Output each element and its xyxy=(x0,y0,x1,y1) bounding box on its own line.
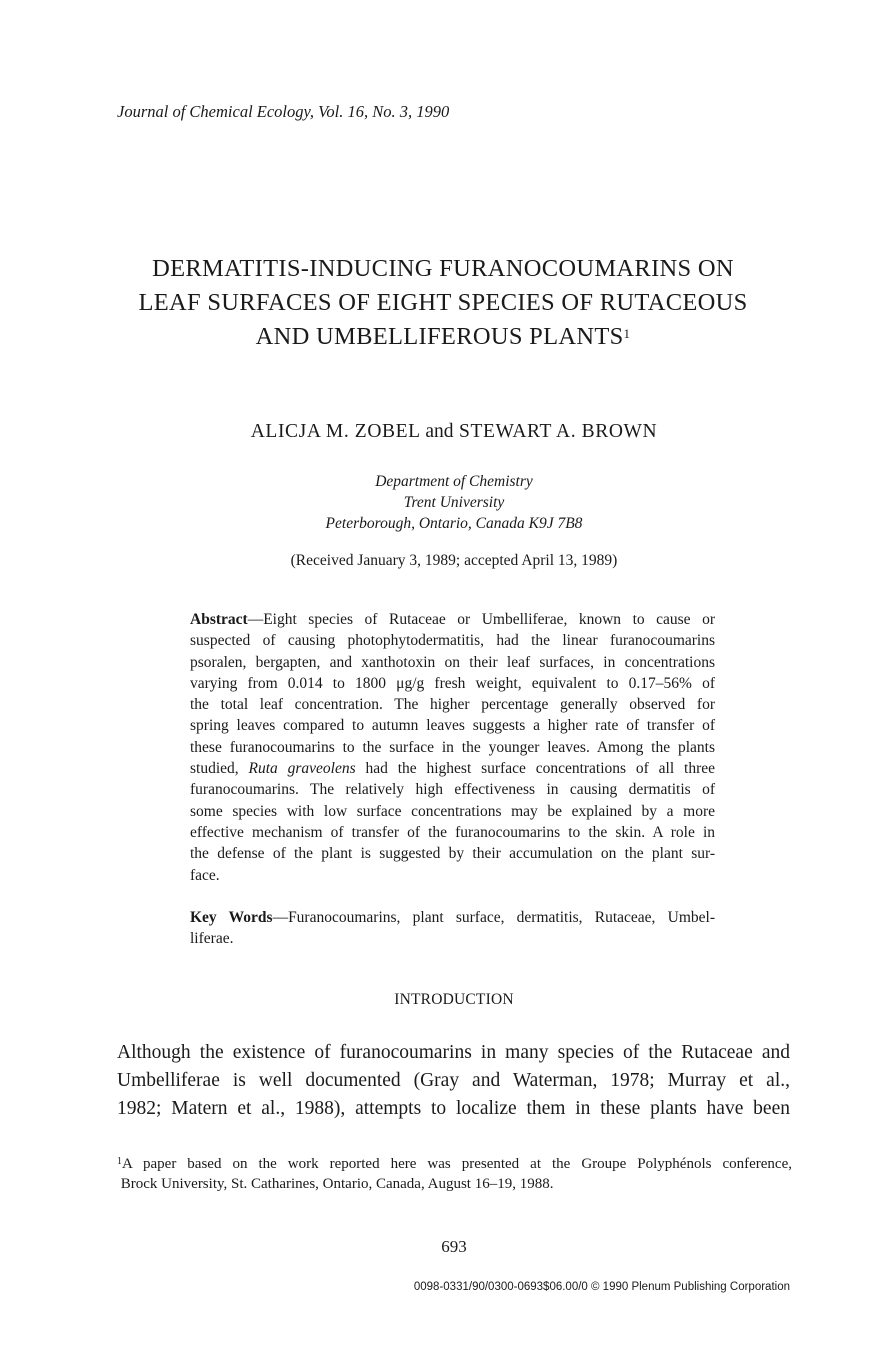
abstract-line: effective mechanism of transfer of the furanocoumarins to the skin. A role in xyxy=(190,823,715,841)
title-footnote-mark: 1 xyxy=(623,326,631,341)
author-name: ALICJA M. ZOBEL xyxy=(250,421,420,442)
species-name: Ruta graveolens xyxy=(248,760,356,778)
affiliation xyxy=(0,471,886,534)
abstract-line: suspected of causing photophytodermatitis, had the linear furanocoumarins xyxy=(190,632,715,650)
introduction-body xyxy=(117,1039,790,1123)
body-line: Although the existence of furanocoumarins in many species of the Rutaceae and xyxy=(117,1042,790,1063)
section-heading-introduction: INTRODUCTION xyxy=(394,991,514,1008)
footnote-text: A paper based on the work reported here was presented at the Groupe Polyphénols conference, xyxy=(122,1156,792,1172)
author-name: STEWART A. BROWN xyxy=(459,421,658,442)
abstract-line: these furanocoumarins to the surface in the younger leaves. Among the plants xyxy=(190,738,715,756)
title-line: DERMATITIS-INDUCING FURANOCOUMARINS ON xyxy=(152,255,734,282)
abstract-text: had the highest surface concentrations of all three xyxy=(355,760,715,778)
footnote-line xyxy=(117,1154,792,1174)
keywords-line: liferae. xyxy=(190,930,234,948)
article-title xyxy=(0,252,886,354)
body-line: Umbelliferae is well documented (Gray and Waterman, 1978; Murray et al., xyxy=(117,1070,790,1091)
abstract-line: psoralen, bergapten, and xanthotoxin on their leaf surfaces, in concentrations xyxy=(190,653,715,671)
keywords-label: Key Words xyxy=(190,909,273,926)
abstract-line xyxy=(190,609,715,630)
footnote-line xyxy=(117,1174,792,1194)
footnote xyxy=(117,1154,792,1194)
title-line-text: AND UMBELLIFEROUS PLANTS xyxy=(255,323,624,350)
authors xyxy=(0,421,886,443)
title-line: LEAF SURFACES OF EIGHT SPECIES OF RUTACEOUS xyxy=(138,289,748,316)
abstract-line xyxy=(190,758,715,779)
key-words xyxy=(190,907,715,950)
page-number: 693 xyxy=(441,1237,467,1256)
abstract xyxy=(190,609,715,886)
received-dates: (Received January 3, 1989; accepted April 13, 1989) xyxy=(290,552,618,569)
copyright-line: 0098-0331/90/0300-0693$06.00/0 © 1990 Plenum Publishing Corporation xyxy=(413,1281,790,1293)
affiliation-university: Trent University xyxy=(403,494,505,511)
abstract-text: studied, xyxy=(190,760,249,778)
journal-citation: Journal of Chemical Ecology, Vol. 16, No. 3, 1990 xyxy=(117,102,450,121)
abstract-line: some species with low surface concentrations may be explained by a more xyxy=(190,802,715,820)
footnote-text: Brock University, St. Catharines, Ontario, Canada, August 16–19, 1988. xyxy=(120,1176,554,1192)
affiliation-address: Peterborough, Ontario, Canada K9J 7B8 xyxy=(325,515,583,532)
body-line: 1982; Matern et al., 1988), attempts to localize them in these plants have been xyxy=(117,1098,790,1119)
abstract-line: the total leaf concentration. The higher percentage generally observed for xyxy=(190,696,715,714)
footnote-mark: 1 xyxy=(117,1156,122,1167)
keywords-text: —Furanocoumarins, plant surface, dermatitis, Rutaceae, Umbel- xyxy=(272,909,715,926)
abstract-line: furanocoumarins. The relatively high effectiveness in causing dermatitis of xyxy=(190,781,715,799)
abstract-line: face. xyxy=(190,866,220,884)
abstract-line: varying from 0.014 to 1800 μg/g fresh weight, equivalent to 0.17–56% of xyxy=(190,674,715,692)
title-line xyxy=(0,320,886,354)
author-conjunction: and xyxy=(425,421,454,442)
affiliation-department: Department of Chemistry xyxy=(375,473,533,490)
abstract-label: Abstract xyxy=(190,611,248,628)
abstract-line: spring leaves compared to autumn leaves suggests a higher rate of transfer of xyxy=(190,717,715,735)
keywords-line xyxy=(190,907,715,928)
abstract-text: —Eight species of Rutaceae or Umbelliferae, known to cause or xyxy=(247,611,715,628)
abstract-line: the defense of the plant is suggested by their accumulation on the plant sur- xyxy=(190,845,715,863)
